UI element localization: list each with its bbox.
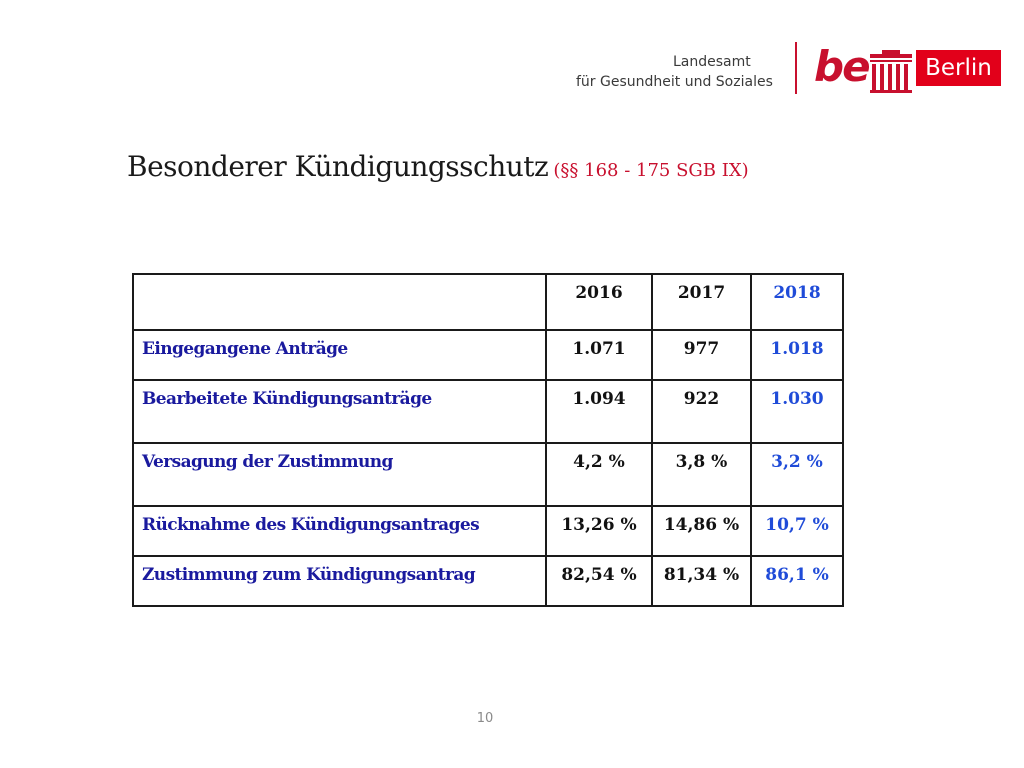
cell-2018: 10,7 % xyxy=(751,506,843,556)
slide-title xyxy=(127,150,749,183)
cell-2017: 81,34 % xyxy=(652,556,751,606)
cell-2018: 86,1 % xyxy=(751,556,843,606)
cell-2017: 922 xyxy=(652,380,751,443)
logo-divider xyxy=(795,42,797,94)
table-row xyxy=(133,330,843,380)
row-label: Versagung der Zustimmung xyxy=(133,443,546,506)
slide-title-reference: (§§ 168 - 175 SGB IX) xyxy=(553,160,749,181)
logo-berlin-box: Berlin xyxy=(916,50,1001,86)
table-row xyxy=(133,506,843,556)
statistics-table xyxy=(132,273,844,607)
logo-be-text: be xyxy=(814,42,869,91)
cell-2016: 13,26 % xyxy=(546,506,652,556)
logo-org-name xyxy=(576,52,781,92)
row-label: Eingegangene Anträge xyxy=(133,330,546,380)
lageso-berlin-logo xyxy=(576,40,1006,98)
row-label: Zustimmung zum Kündigungsantrag xyxy=(133,556,546,606)
cell-2018: 1.030 xyxy=(751,380,843,443)
cell-2016: 82,54 % xyxy=(546,556,652,606)
cell-2016: 1.094 xyxy=(546,380,652,443)
cell-2018: 1.018 xyxy=(751,330,843,380)
page-number: 10 xyxy=(476,711,494,726)
cell-2018: 3,2 % xyxy=(751,443,843,506)
table-row xyxy=(133,443,843,506)
row-label: Rücknahme des Kündigungsantrages xyxy=(133,506,546,556)
cell-2017: 977 xyxy=(652,330,751,380)
cell-2016: 4,2 % xyxy=(546,443,652,506)
table-header-2018: 2018 xyxy=(751,274,843,330)
logo-org-line1: Landesamt xyxy=(673,54,751,70)
logo-org-line2: für Gesundheit und Soziales xyxy=(576,74,773,90)
table-header-2016: 2016 xyxy=(546,274,652,330)
cell-2016: 1.071 xyxy=(546,330,652,380)
table-row xyxy=(133,380,843,443)
cell-2017: 14,86 % xyxy=(652,506,751,556)
slide-title-main: Besonderer Kündigungsschutz xyxy=(127,150,549,183)
table-header-row xyxy=(133,274,843,330)
brandenburg-gate-icon xyxy=(868,48,914,94)
table-row xyxy=(133,556,843,606)
table-header-2017: 2017 xyxy=(652,274,751,330)
row-label: Bearbeitete Kündigungsanträge xyxy=(133,380,546,443)
table-header-empty xyxy=(133,274,546,330)
cell-2017: 3,8 % xyxy=(652,443,751,506)
